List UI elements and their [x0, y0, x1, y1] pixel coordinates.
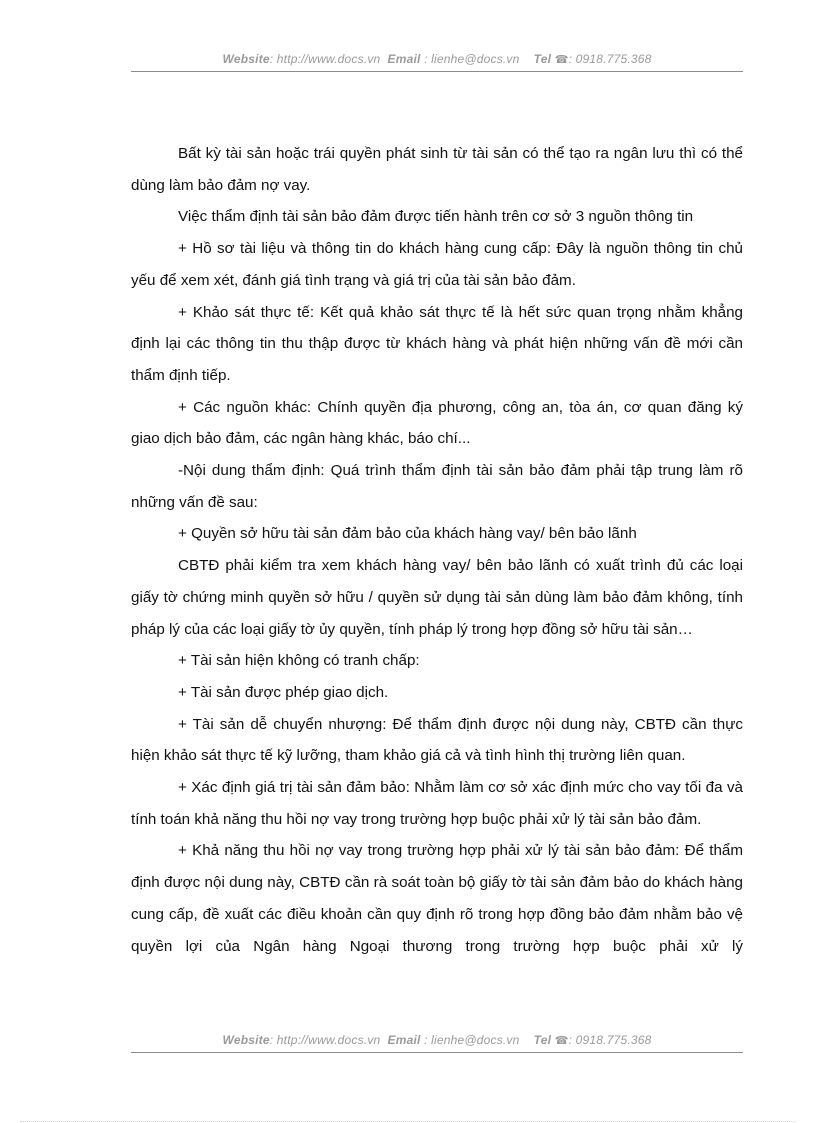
page-header — [131, 52, 743, 66]
paragraph: + Quyền sở hữu tài sản đảm bảo của khách hàng vay/ bên bảo lãnh — [178, 525, 637, 543]
footer-divider — [131, 1052, 743, 1053]
email-label: Email — [387, 1033, 421, 1047]
paragraph: + Xác định giá trị tài sản đảm bảo: Nhằm làm cơ sở xác định mức cho vay tối đa và tính toán khả năng thu hồi nợ vay trong trường hợp buộc phải xử lý tài sản bảo đảm. — [131, 779, 743, 828]
tel-label: Tel — [533, 1033, 552, 1047]
document-body — [131, 138, 743, 962]
paragraph: + Tài sản hiện không có tranh chấp: — [178, 652, 420, 670]
header-divider — [131, 71, 743, 72]
phone-icon: ☎ — [554, 54, 569, 66]
phone-icon: ☎ — [554, 1035, 569, 1047]
paragraph: + Các nguồn khác: Chính quyền địa phương, công an, tòa án, cơ quan đăng ký giao dịch bảo đảm, các ngân hàng khác, báo chí... — [131, 398, 743, 448]
paragraph: -Nội dung thẩm định: Quá trình thẩm định tài sản bảo đảm phải tập trung làm rõ những vấn đề sau: — [131, 462, 743, 511]
website-label: Website — [222, 52, 270, 66]
tel-value: : 0918.775.368 — [568, 52, 652, 66]
paragraph: + Hồ sơ tài liệu và thông tin do khách hàng cung cấp: Đây là nguồn thông tin chủ yếu để xem xét, đánh giá tình trạng và giá trị của tài sản bảo đảm. — [131, 240, 743, 289]
paragraph: Bất kỳ tài sản hoặc trái quyền phát sinh từ tài sản có thể tạo ra ngân lưu thì có thể dùng làm bảo đảm nợ vay. — [131, 145, 743, 194]
website-url[interactable]: : http://www.docs.vn — [269, 52, 381, 66]
email-value[interactable]: : lienhe@docs.vn — [424, 1033, 520, 1047]
tel-value: : 0918.775.368 — [568, 1033, 652, 1047]
paragraph: + Khả năng thu hồi nợ vay trong trường hợp phải xử lý tài sản bảo đảm: Để thẩm định được nội dung này, CBTĐ cần rà soát toàn bộ giấy tờ tài sản đảm bảo do khách hàng cung cấp, đề xuất các điều khoản cần quy định rõ trong hợp đồng bảo đảm nhằm bảo vệ quyền lợi của Ngân hàng Ngoại thương trong trường hợp buộc phải xử lý — [131, 842, 743, 955]
paragraph: + Tài sản dễ chuyển nhượng: Để thẩm định được nội dung này, CBTĐ cần thực hiện khảo sát thực tế kỹ lưỡng, tham khảo giá cả và tình hình thị trường liên quan. — [131, 715, 743, 765]
website-url[interactable]: : http://www.docs.vn — [269, 1033, 381, 1047]
paragraph: + Tài sản được phép giao dịch. — [178, 683, 389, 701]
email-label: Email — [387, 52, 421, 66]
email-value[interactable]: : lienhe@docs.vn — [424, 52, 520, 66]
paragraph: CBTĐ phải kiểm tra xem khách hàng vay/ bên bảo lãnh có xuất trình đủ các loại giấy tờ chứng minh quyền sở hữu / quyền sử dụng tài sản dùng làm bảo đảm không, tính pháp lý của các loại giấy tờ ủy quyền, tính pháp lý trong hợp đồng sở hữu tài sản… — [131, 557, 743, 638]
website-label: Website — [222, 1033, 270, 1047]
page-footer — [131, 1033, 743, 1047]
tel-label: Tel — [533, 52, 552, 66]
paragraph: Việc thẩm định tài sản bảo đảm được tiến hành trên cơ sở 3 nguồn thông tin — [178, 208, 694, 226]
page-edge — [20, 1121, 796, 1122]
paragraph: + Khảo sát thực tế: Kết quả khảo sát thực tế là hết sức quan trọng nhằm khẳng định lại các thông tin thu thập được từ khách hàng và phát hiện những vấn đề mới cần thẩm định tiếp. — [131, 303, 743, 384]
